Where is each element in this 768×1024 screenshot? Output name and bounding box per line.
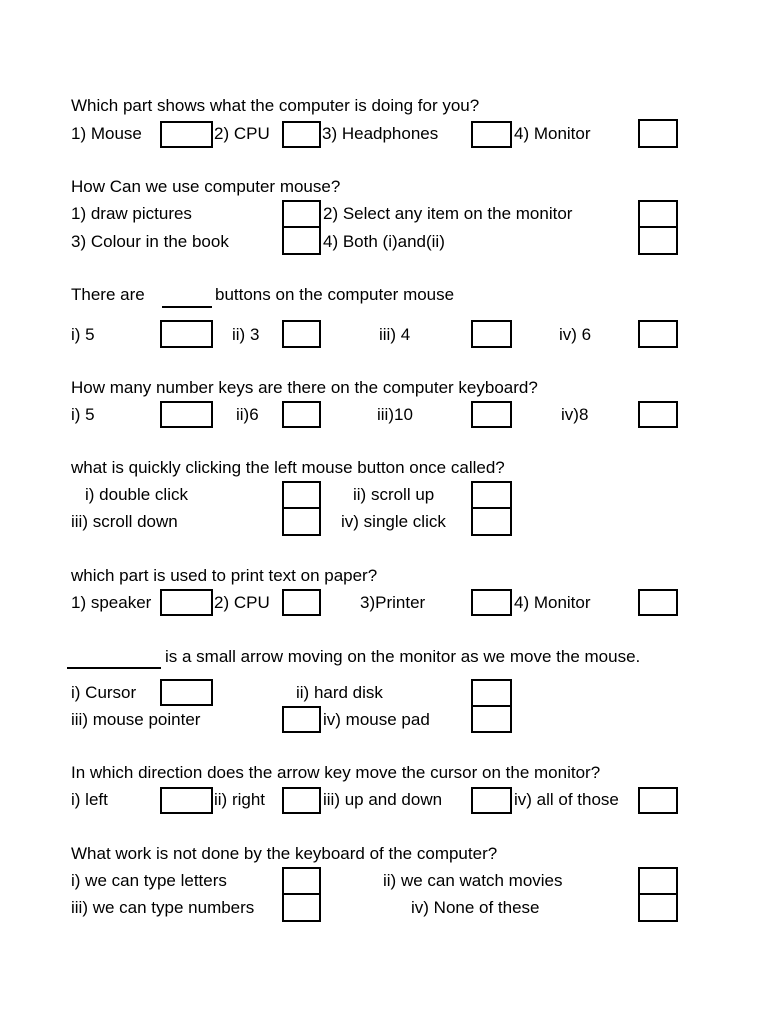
q2-answer-box-4[interactable] bbox=[638, 226, 678, 255]
q4-option-3: iii)10 bbox=[377, 405, 413, 424]
q9-option-3: iii) we can type numbers bbox=[71, 898, 255, 917]
q2-answer-box-2[interactable] bbox=[638, 200, 678, 228]
q1-answer-box-3[interactable] bbox=[471, 121, 512, 148]
q9-answer-box-3[interactable] bbox=[282, 893, 321, 922]
q9-option-2: ii) we can watch movies bbox=[383, 871, 563, 890]
q7-option-4: iv) mouse pad bbox=[323, 710, 430, 729]
q8-option-2: ii) right bbox=[214, 790, 266, 809]
q8-option-4: iv) all of those bbox=[514, 790, 619, 809]
q5-answer-box-4[interactable] bbox=[471, 507, 512, 536]
q5-answer-box-3[interactable] bbox=[282, 507, 321, 536]
q7-answer-box-4[interactable] bbox=[471, 705, 512, 733]
q8-option-3: iii) up and down bbox=[323, 790, 443, 809]
q6-option-3: 3)Printer bbox=[360, 593, 426, 612]
q2-option-2: 2) Select any item on the monitor bbox=[323, 204, 573, 223]
q3-answer-box-3[interactable] bbox=[471, 320, 512, 348]
q7-text-after: is a small arrow moving on the monitor as we move the mouse. bbox=[165, 647, 641, 666]
q6-option-1: 1) speaker bbox=[71, 593, 152, 612]
q7-fill-blank[interactable] bbox=[67, 667, 161, 669]
q4-option-4: iv)8 bbox=[561, 405, 589, 424]
q3-option-4: iv) 6 bbox=[559, 325, 592, 344]
q6-answer-box-4[interactable] bbox=[638, 589, 678, 616]
q5-answer-box-2[interactable] bbox=[471, 481, 512, 509]
q1-option-1: 1) Mouse bbox=[71, 124, 142, 143]
q6-option-2: 2) CPU bbox=[214, 593, 270, 612]
q8-answer-box-4[interactable] bbox=[638, 787, 678, 814]
q3-option-3: iii) 4 bbox=[379, 325, 411, 344]
question-4-text: How many number keys are there on the computer keyboard? bbox=[71, 378, 538, 397]
q1-option-2: 2) CPU bbox=[214, 124, 270, 143]
q3-answer-box-4[interactable] bbox=[638, 320, 678, 348]
q9-answer-box-4[interactable] bbox=[638, 893, 678, 922]
q7-answer-box-3[interactable] bbox=[282, 706, 321, 733]
q7-option-1: i) Cursor bbox=[71, 683, 137, 702]
q5-option-4: iv) single click bbox=[341, 512, 446, 531]
q6-answer-box-3[interactable] bbox=[471, 589, 512, 616]
q5-option-1: i) double click bbox=[85, 485, 188, 504]
q7-option-2: ii) hard disk bbox=[296, 683, 383, 702]
q1-option-4: 4) Monitor bbox=[514, 124, 591, 143]
q3-option-2: ii) 3 bbox=[232, 325, 260, 344]
q4-answer-box-1[interactable] bbox=[160, 401, 213, 428]
q6-option-4: 4) Monitor bbox=[514, 593, 591, 612]
question-8-text: In which direction does the arrow key move the cursor on the monitor? bbox=[71, 763, 601, 782]
q9-answer-box-2[interactable] bbox=[638, 867, 678, 895]
q9-option-4: iv) None of these bbox=[411, 898, 540, 917]
q1-option-3: 3) Headphones bbox=[322, 124, 439, 143]
q8-option-1: i) left bbox=[71, 790, 108, 809]
question-9-text: What work is not done by the keyboard of the computer? bbox=[71, 844, 498, 863]
q4-option-1: i) 5 bbox=[71, 405, 95, 424]
q7-answer-box-1[interactable] bbox=[160, 679, 213, 706]
q5-option-3: iii) scroll down bbox=[71, 512, 178, 531]
q9-option-1: i) we can type letters bbox=[71, 871, 227, 890]
q2-option-3: 3) Colour in the book bbox=[71, 232, 229, 251]
q3-option-1: i) 5 bbox=[71, 325, 95, 344]
q8-answer-box-2[interactable] bbox=[282, 787, 321, 814]
q6-answer-box-1[interactable] bbox=[160, 589, 213, 616]
q4-option-2: ii)6 bbox=[236, 405, 259, 424]
q5-option-2: ii) scroll up bbox=[353, 485, 435, 504]
question-5-text: what is quickly clicking the left mouse button once called? bbox=[71, 458, 505, 477]
q2-option-1: 1) draw pictures bbox=[71, 204, 192, 223]
q1-answer-box-2[interactable] bbox=[282, 121, 321, 148]
question-1-text: Which part shows what the computer is doing for you? bbox=[71, 96, 480, 115]
q5-answer-box-1[interactable] bbox=[282, 481, 321, 509]
q2-answer-box-3[interactable] bbox=[282, 226, 321, 255]
q7-answer-box-2[interactable] bbox=[471, 679, 512, 707]
q2-option-4: 4) Both (i)and(ii) bbox=[323, 232, 445, 251]
q8-answer-box-3[interactable] bbox=[471, 787, 512, 814]
q8-answer-box-1[interactable] bbox=[160, 787, 213, 814]
question-2-text: How Can we use computer mouse? bbox=[71, 177, 341, 196]
q3-text-before: There are bbox=[71, 285, 145, 304]
q9-answer-box-1[interactable] bbox=[282, 867, 321, 895]
q2-answer-box-1[interactable] bbox=[282, 200, 321, 228]
q1-answer-box-1[interactable] bbox=[160, 121, 213, 148]
q6-answer-box-2[interactable] bbox=[282, 589, 321, 616]
q3-text-after: buttons on the computer mouse bbox=[215, 285, 455, 304]
q7-option-3: iii) mouse pointer bbox=[71, 710, 201, 729]
q4-answer-box-2[interactable] bbox=[282, 401, 321, 428]
q3-fill-blank[interactable] bbox=[162, 306, 212, 308]
q3-answer-box-1[interactable] bbox=[160, 320, 213, 348]
q4-answer-box-4[interactable] bbox=[638, 401, 678, 428]
q1-answer-box-4[interactable] bbox=[638, 119, 678, 148]
q3-answer-box-2[interactable] bbox=[282, 320, 321, 348]
question-6-text: which part is used to print text on paper? bbox=[71, 566, 378, 585]
q4-answer-box-3[interactable] bbox=[471, 401, 512, 428]
